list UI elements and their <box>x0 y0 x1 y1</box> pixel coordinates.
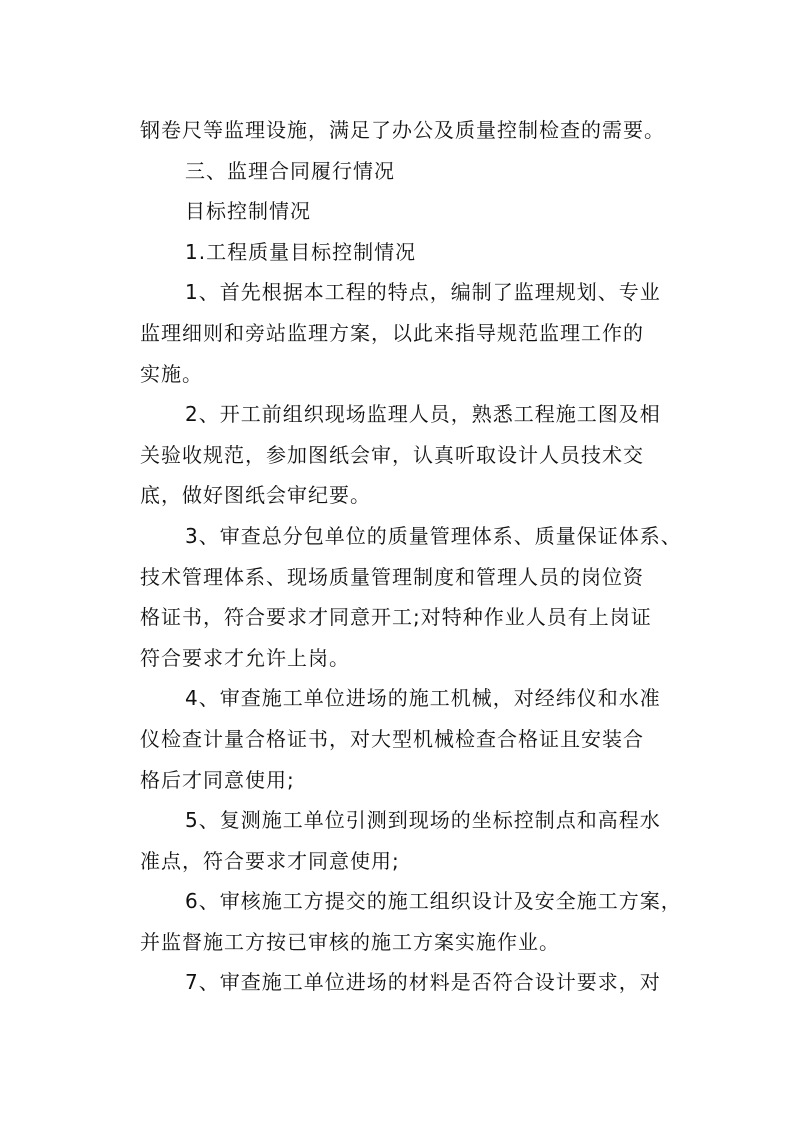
text-line: 4、审查施工单位进场的施工机械，对经纬仪和水准 <box>185 686 661 711</box>
text-line: 钢卷尺等监理设施，满足了办公及质量控制检查的需要。 <box>140 118 665 142</box>
text-line: 关验收规范，参加图纸会审，认真听取设计人员技术交 <box>140 442 644 467</box>
text-line: 3、审查总分包单位的质量管理体系、质量保证体系、 <box>185 523 682 548</box>
subsection-heading: 目标控制情况 <box>185 199 311 224</box>
text-line: 格证书，符合要求才同意开工;对特种作业人员有上岗证 <box>140 605 652 630</box>
text-line: 5、复测施工单位引测到现场的坐标控制点和高程水 <box>185 808 661 833</box>
text-line: 仪检查计量合格证书，对大型机械检查合格证且安装合 <box>140 726 644 751</box>
text-line: 准点，符合要求才同意使用; <box>140 848 400 873</box>
text-line: 实施。 <box>140 361 203 386</box>
section-heading: 三、监理合同履行情况 <box>185 158 395 183</box>
subsection-heading: 1.工程质量目标控制情况 <box>185 239 417 264</box>
text-line: 2、开工前组织现场监理人员，熟悉工程施工图及相 <box>185 402 661 427</box>
text-line: 7、审查施工单位进场的材料是否符合设计要求，对 <box>185 970 661 995</box>
text-line: 格后才同意使用; <box>140 767 295 792</box>
text-line: 符合要求才允许上岗。 <box>140 645 350 670</box>
text-line: 底，做好图纸会审纪要。 <box>140 483 371 508</box>
text-line: 技术管理体系、现场质量管理制度和管理人员的岗位资 <box>140 564 644 589</box>
text-line: 6、审核施工方提交的施工组织设计及安全施工方案， <box>185 889 682 914</box>
text-line: 1、首先根据本工程的特点，编制了监理规划、专业 <box>185 280 661 305</box>
text-line: 并监督施工方按已审核的施工方案实施作业。 <box>140 929 560 954</box>
document-body <box>140 110 682 1003</box>
text-line: 监理细则和旁站监理方案，以此来指导规范监理工作的 <box>140 320 644 345</box>
